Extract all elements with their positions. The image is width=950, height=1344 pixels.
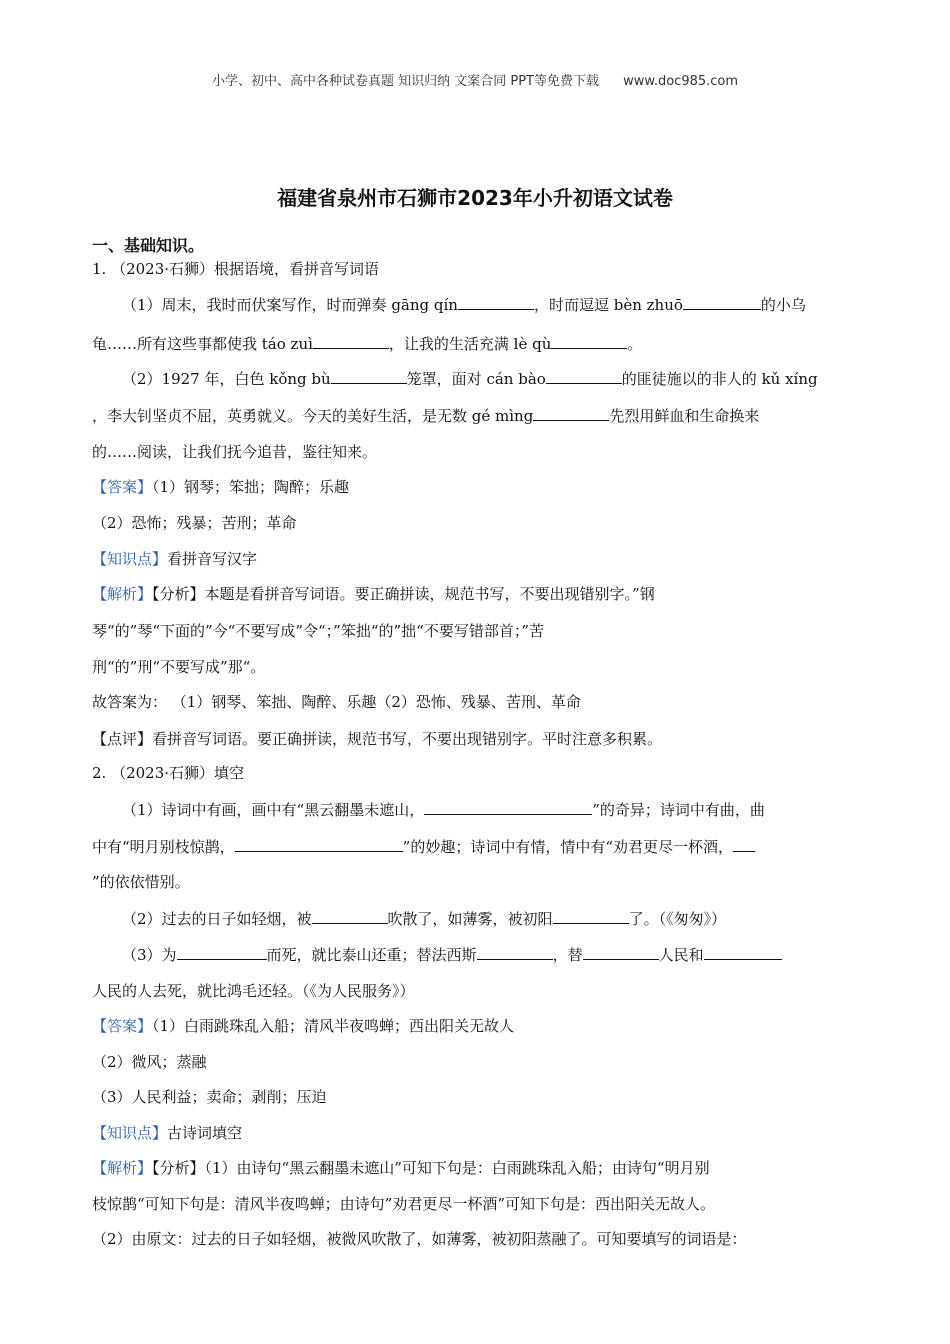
q1-analysis-line2: 琴“的”琴“下面的”今“不要写成”令“；”笨拙“的”拙“不要写错部首；”苦 [92,622,545,640]
q2-text: 吹散了，如薄雾，被初阳 [387,909,553,928]
q1-stem: 1. （2023·石狮）根据语境，看拼音写词语 [92,260,380,278]
q2-text: ，替 [552,945,583,964]
q1-text: ，让我的生活充满 lè qù [388,334,552,353]
q2-text: 中有“明月别枝惊鹊， [92,837,235,856]
q2-text: （3）为 [122,945,177,964]
answer-tag: 【答案】 [92,1017,153,1035]
q1-part2-line1 [92,367,818,389]
answer-text: （1）白雨跳珠乱入船；清风半夜鸣蝉；西出阳关无故人 [152,1017,515,1035]
q2-stem: 2. （2023·石狮）填空 [92,764,245,782]
answer-blank[interactable] [533,404,609,421]
answer-blank[interactable] [704,943,782,960]
page-title: 福建省泉州市石狮市2023年小升初语文试卷 [277,186,673,210]
knowledge-tag: 【知识点】 [92,1124,168,1142]
analysis-text: 【分析】（1）由诗句“黑云翻墨未遮山”可知下句是：白雨跳珠乱入船；由诗句“明月别 [152,1159,710,1177]
q2-text: ”的奇异；诗词中有曲，曲 [592,800,765,819]
q2-analysis-line1 [92,1157,710,1178]
knowledge-tag: 【知识点】 [92,550,168,568]
q2-answer-line2: （2）微风；蒸融 [92,1053,207,1071]
q1-answer-line1 [92,476,349,497]
answer-blank[interactable] [683,293,761,310]
q1-part1-line2 [92,332,642,354]
answer-blank[interactable] [331,367,407,384]
answer-blank[interactable] [424,798,592,815]
q1-knowledge-point [92,548,257,569]
q1-text: ，李大钊坚贞不屈，英勇就义。今天的美好生活，是无数 gé mìng [92,406,534,425]
q2-answer-line1 [92,1015,514,1036]
answer-blank[interactable] [546,367,622,384]
q1-part2-line3: 的……阅读，让我们抚今追昔，鉴往知来。 [92,443,378,461]
q2-knowledge-point [92,1122,242,1143]
q2-part3-line2: 人民的人去死，就比鸿毛还轻。（《为人民服务》） [92,982,415,1000]
q2-analysis-line2: 枝惊鹊“可知下句是：清风半夜鸣蝉；由诗句”劝君更尽一杯酒”可知下句是：西出阳关无故人。 [92,1195,716,1213]
answer-blank[interactable] [235,835,403,852]
answer-text: （1）钢琴；笨拙；陶醉；乐趣 [152,478,350,496]
q2-text: 而死，就比泰山还重；替法西斯 [266,945,477,964]
q1-final-answer: 故答案为： （1）钢琴、笨拙、陶醉、乐趣（2）恐怖、残暴、苦刑、革命 [92,693,581,711]
q2-part1-line1 [92,798,765,820]
q1-text: 的匪徒施以的非人的 kǔ xíng [621,369,818,388]
answer-blank[interactable] [551,332,627,349]
q1-answer-line2: （2）恐怖；残暴；苦刑；革命 [92,514,297,532]
q2-part1-line3: ”的依依惜别。 [92,873,190,891]
q2-part2-line1 [92,907,726,929]
q2-text: ”的妙趣；诗词中有情，情中有“劝君更尽一杯酒， [402,837,734,856]
answer-blank[interactable] [177,943,267,960]
q1-text: 。 [627,334,643,353]
q2-text: 人民和 [658,945,704,964]
q1-text: （1）周末，我时而伏案写作，时而弹奏 gāng qín [122,295,458,314]
q2-text: 了。（《匆匆》） [628,909,727,928]
q1-text: 的小乌 [760,295,806,314]
answer-blank[interactable] [583,943,659,960]
header-url[interactable]: www.doc985.com [623,74,739,89]
answer-tag: 【答案】 [92,478,153,496]
q1-analysis-line3: 刑“的”刑“不要写成”那“。 [92,658,266,676]
q1-comment: 【点评】看拼音写词语。要正确拼读，规范书写，不要出现错别字。平时注意多积累。 [92,730,663,748]
q1-text: 先烈用鲜血和生命换来 [609,406,760,425]
q1-text: ，时而逗逗 bèn zhuō [533,295,683,314]
knowledge-text: 古诗词填空 [167,1124,243,1142]
q2-analysis-line3: （2）由原文：过去的日子如轻烟，被微风吹散了，如薄雾，被初阳蒸融了。可知要填写的词语是： [92,1230,747,1248]
q1-text: （2）1927 年，白色 kǒng bù [122,369,331,388]
analysis-tag: 【解析】 [92,1159,153,1177]
section-heading: 一、基础知识。 [92,236,205,255]
q1-analysis-line1 [92,583,655,604]
q1-text: 龟……所有这些事都使我 táo zuì [92,334,313,353]
q2-part1-line2 [92,835,755,857]
q1-text: 笼罩，面对 cán bào [406,369,546,388]
header-text: 小学、初中、高中各种试卷真题 知识归纳 文案合同 PPT等免费下载 [211,74,599,89]
page-header [0,70,950,89]
answer-blank[interactable] [553,907,629,924]
answer-blank[interactable] [477,943,553,960]
q2-text: （2）过去的日子如轻烟，被 [122,909,312,928]
answer-blank[interactable] [733,835,755,852]
knowledge-text: 看拼音写汉字 [167,550,258,568]
analysis-tag: 【解析】 [92,585,153,603]
q1-part2-line2 [92,404,759,426]
answer-blank[interactable] [312,907,388,924]
q1-part1-line1 [92,293,806,315]
q2-text: （1）诗词中有画，画中有“黑云翻墨未遮山， [122,800,425,819]
analysis-text: 【分析】本题是看拼音写词语。要正确拼读，规范书写，不要出现错别字。”钢 [152,585,655,603]
answer-blank[interactable] [313,332,389,349]
q2-answer-line3: （3）人民利益；卖命；剥削；压迫 [92,1088,327,1106]
q2-part3-line1 [92,943,782,965]
answer-blank[interactable] [458,293,534,310]
